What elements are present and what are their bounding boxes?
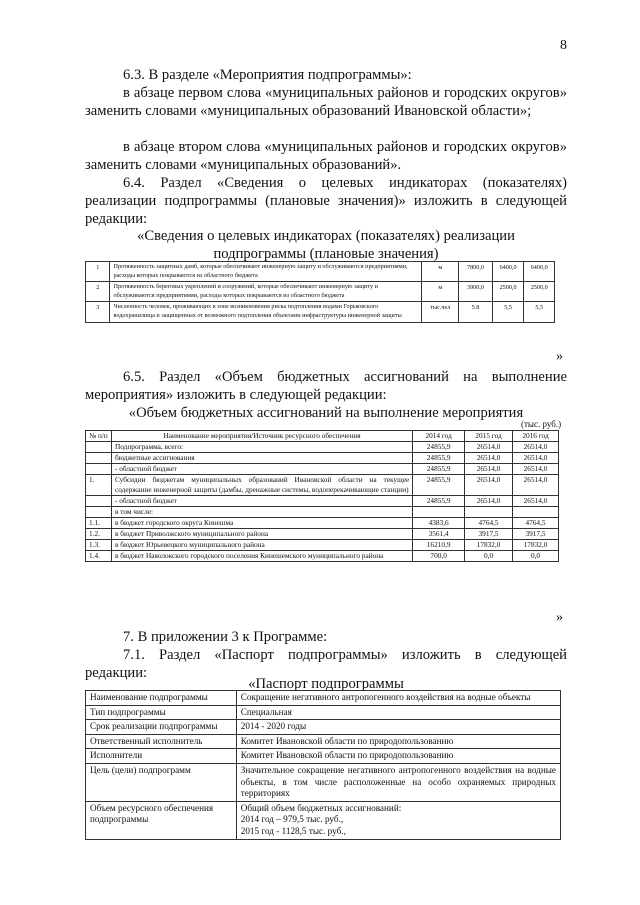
passport-label: Срок реализации подпрограммы (86, 720, 237, 735)
budget-value-2014: 700,0 (413, 551, 465, 562)
section-7-1-paragraph: 7.1. Раздел «Паспорт подпрограммы» изложить в следующей редакции: (85, 647, 567, 681)
indicator-value-2015: 5,5 (492, 302, 524, 322)
passport-row (86, 720, 561, 735)
budget-table (85, 430, 559, 562)
indicator-value-2014: 7800,0 (459, 262, 493, 282)
budget-value-2015: 26514,0 (465, 453, 513, 464)
budget-row-name: в том числе: (111, 507, 412, 518)
indicator-row (86, 302, 555, 322)
budget-value-2015: 26514,0 (465, 442, 513, 453)
passport-row (86, 705, 561, 720)
budget-value-2016 (513, 507, 559, 518)
indicator-name: Численность человек, проживающих в зоне возникновения риска подтопления водами Горьковского водохранилища и защищенных от возможного подтопления объектами инфраструктуры инженерной защиты (110, 302, 422, 322)
budget-row (86, 529, 559, 540)
passport-label: Цель (цели) подпрограмм (86, 763, 237, 801)
budget-row-number: 1.2. (86, 529, 112, 540)
passport-row (86, 801, 561, 839)
budget-row (86, 464, 559, 475)
passport-label: Исполнители (86, 749, 237, 764)
section-6-4-paragraph: 6.4. Раздел «Сведения о целевых индикаторах (показателях) реализации подпрограммы (плановые значения)» изложить в следующей редакции: (85, 175, 567, 227)
budget-row-number (86, 442, 112, 453)
passport-label: Объем ресурсного обеспечения подпрограммы (86, 801, 237, 839)
indicator-unit: тыс.чел (422, 302, 459, 322)
passport-table-title: «Паспорт подпрограммы (248, 676, 404, 692)
indicator-value-2016: 2500,0 (524, 282, 555, 302)
budget-value-2015 (465, 507, 513, 518)
budget-value-2014 (413, 507, 465, 518)
passport-value: Комитет Ивановской области по природопользованию (236, 749, 560, 764)
budget-row-name: в бюджет Юрьевецкого муниципального района (111, 540, 412, 551)
budget-row-number: 1. (86, 475, 112, 496)
indicators-table (85, 261, 555, 323)
budget-value-2014: 16210,9 (413, 540, 465, 551)
budget-value-2016: 4764,5 (513, 518, 559, 529)
passport-row (86, 691, 561, 706)
indicator-unit: м (422, 262, 459, 282)
budget-value-2015: 26514,0 (465, 475, 513, 496)
passport-row (86, 763, 561, 801)
indicator-name: Протяженность защитных дамб, которые обеспечивают инженерную защиту и обслуживаются предприятиями, расходы которых покрываются из областного бюджета (110, 262, 422, 282)
budget-row (86, 551, 559, 562)
passport-label: Ответственный исполнитель (86, 734, 237, 749)
passport-label: Тип подпрограммы (86, 705, 237, 720)
budget-row-name: бюджетные ассигнования (111, 453, 412, 464)
budget-value-2015: 17832,0 (465, 540, 513, 551)
indicator-row (86, 262, 555, 282)
passport-value: Сокращение негативного антропогенного воздействия на водные объекты (236, 691, 560, 706)
budget-value-2015: 4764,5 (465, 518, 513, 529)
budget-value-2015: 26514,0 (465, 496, 513, 507)
passport-value: Специальная (236, 705, 560, 720)
budget-row-name: - областной бюджет (111, 496, 412, 507)
budget-row (86, 507, 559, 518)
budget-value-2016: 26514,0 (513, 442, 559, 453)
indicator-value-2015: 2500,0 (492, 282, 524, 302)
passport-value-line: 2015 год - 1128,5 тыс. руб., (240, 825, 346, 836)
budget-value-2014: 3561,4 (413, 529, 465, 540)
indicators-table-title-line2: подпрограммы (плановые значения) (213, 246, 439, 262)
budget-row-number: 1.4. (86, 551, 112, 562)
budget-value-2015: 3917,5 (465, 529, 513, 540)
budget-value-2016: 26514,0 (513, 496, 559, 507)
passport-value (236, 801, 560, 839)
passport-value: 2014 - 2020 годы (236, 720, 560, 735)
budget-row-number: 1.3. (86, 540, 112, 551)
section-6-5-paragraph: 6.5. Раздел «Объем бюджетных ассигнований на выполнение мероприятия» изложить в следующей редакции: (85, 369, 567, 403)
budget-row-name: Подпрограмма, всего: (111, 442, 412, 453)
budget-value-2014: 24855,9 (413, 496, 465, 507)
budget-table-title: «Объем бюджетных ассигнований на выполнение мероприятия (128, 405, 524, 421)
budget-value-2015: 26514,0 (465, 464, 513, 475)
indicator-row (86, 282, 555, 302)
budget-row-name: в бюджет городского округа Кинешма (111, 518, 412, 529)
indicator-value-2014: 3900,0 (459, 282, 493, 302)
budget-header-name: Наименование мероприятия/Источник ресурсного обеспечения (111, 431, 412, 442)
passport-table (85, 690, 561, 840)
section-6-3-paragraph-a: в абзаце первом слова «муниципальных районов и городских округов» заменить словами «муниципальных образований Ивановской области»; (85, 85, 567, 119)
passport-value: Комитет Ивановской области по природопользованию (236, 734, 560, 749)
budget-row-name: Субсидии бюджетам муниципальных образований Ивановской области на текущее содержание инженерной защиты (дамбы, дренажные системы, водоперекачивающие станции) (111, 475, 412, 496)
passport-row (86, 749, 561, 764)
passport-value-line: 2014 год – 979,5 тыс. руб., (240, 814, 344, 825)
indicator-number: 2 (86, 282, 110, 302)
section-6-3-title: 6.3. В разделе «Мероприятия подпрограммы»: (123, 67, 412, 83)
budget-value-2016: 26514,0 (513, 453, 559, 464)
indicator-value-2016: 5,5 (524, 302, 555, 322)
budget-row (86, 453, 559, 464)
budget-row-number (86, 507, 112, 518)
budget-row-name: в бюджет Наволокского городского поселения Кинешемского муниципального района (111, 551, 412, 562)
budget-header-2015: 2015 год (465, 431, 513, 442)
indicators-table-title-line1: «Сведения о целевых индикаторах (показателях) реализации (137, 228, 515, 244)
budget-value-2016: 26514,0 (513, 464, 559, 475)
passport-row (86, 734, 561, 749)
budget-table-header (86, 431, 559, 442)
indicator-unit: м (422, 282, 459, 302)
budget-row-number: 1.1. (86, 518, 112, 529)
closing-quote-1: » (556, 349, 563, 364)
budget-row-name: в бюджет Приволжского муниципального района (111, 529, 412, 540)
section-7-paragraph: 7. В приложении 3 к Программе: (123, 629, 328, 645)
passport-value: Значительное сокращение негативного антропогенного воздействия на водные объекты, в том числе расположенные на особо охраняемых природных территориях (236, 763, 560, 801)
budget-value-2014: 4383,6 (413, 518, 465, 529)
budget-row (86, 540, 559, 551)
budget-table-unit: (тыс. руб.) (521, 419, 562, 429)
budget-row (86, 518, 559, 529)
budget-value-2015: 0,0 (465, 551, 513, 562)
budget-value-2016: 26514,0 (513, 475, 559, 496)
indicator-name: Протяженность береговых укреплений и сооружений, которые обеспечивают инженерную защиту и обслуживаются предприятиями, расходы которых покрываются из областного бюджета (110, 282, 422, 302)
budget-header-2016: 2016 год (513, 431, 559, 442)
budget-row (86, 442, 559, 453)
budget-value-2014: 24855,9 (413, 464, 465, 475)
budget-value-2016: 3917,5 (513, 529, 559, 540)
indicator-value-2015: 6400,0 (492, 262, 524, 282)
closing-quote-2: » (556, 610, 563, 625)
budget-value-2014: 24855,9 (413, 453, 465, 464)
budget-value-2016: 0,0 (513, 551, 559, 562)
indicator-value-2016: 6400,0 (524, 262, 555, 282)
section-6-3-paragraph-b: в абзаце втором слова «муниципальных районов и городских округов» заменить словами «муниципальных образований». (85, 139, 567, 173)
budget-row-number (86, 464, 112, 475)
budget-row-number (86, 496, 112, 507)
budget-value-2014: 24855,9 (413, 475, 465, 496)
budget-row-name: - областной бюджет (111, 464, 412, 475)
budget-value-2016: 17832,0 (513, 540, 559, 551)
budget-header-2014: 2014 год (413, 431, 465, 442)
indicator-value-2014: 5.8 (459, 302, 493, 322)
budget-row (86, 475, 559, 496)
indicator-number: 1 (86, 262, 110, 282)
page-number: 8 (560, 38, 567, 53)
passport-value-line: Общий объем бюджетных ассигнований: (240, 802, 402, 813)
budget-row (86, 496, 559, 507)
budget-header-number: № п/п (86, 431, 112, 442)
budget-row-number (86, 453, 112, 464)
indicator-number: 3 (86, 302, 110, 322)
passport-label: Наименование подпрограммы (86, 691, 237, 706)
budget-value-2014: 24855,9 (413, 442, 465, 453)
